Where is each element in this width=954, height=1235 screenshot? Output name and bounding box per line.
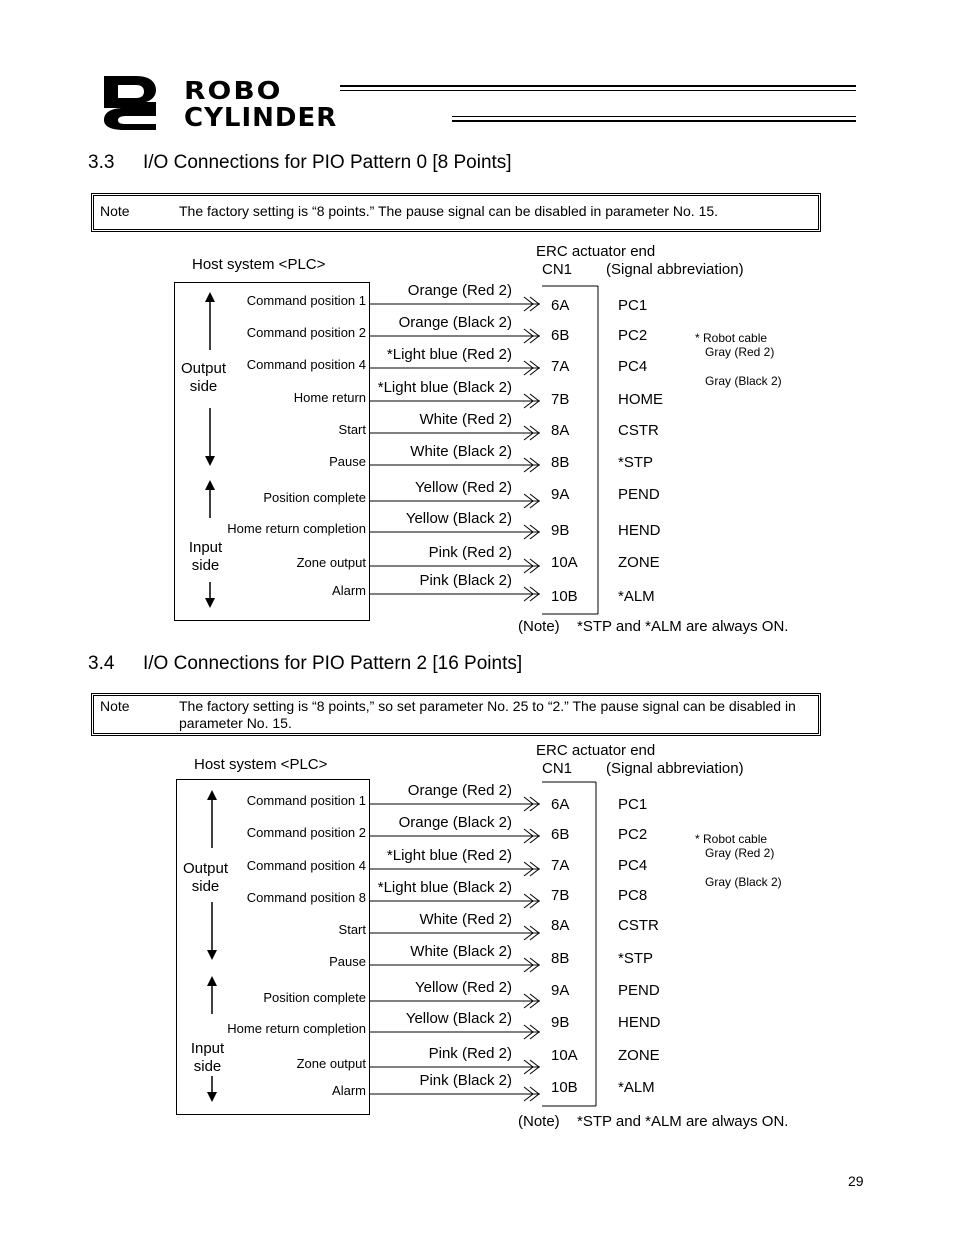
- pin-label: 8B: [551, 950, 570, 967]
- footnote-text: *STP and *ALM are always ON.: [577, 618, 789, 635]
- pin-label: 10A: [551, 554, 578, 571]
- footnote-label: (Note): [518, 1113, 560, 1130]
- section-number: 3.4: [88, 653, 115, 674]
- wire-color-label: White (Black 2): [410, 443, 512, 460]
- wire-color-label: Pink (Black 2): [419, 572, 512, 589]
- signal-label: Zone output: [296, 555, 366, 570]
- signal-label: Position complete: [263, 490, 366, 505]
- robot-cable-note: * Robot cable: [695, 832, 768, 846]
- signal-label: Command position 8: [246, 890, 366, 905]
- erc-actuator-label: ERC actuator end: [536, 243, 656, 260]
- input-side-label: Input side: [190, 1040, 225, 1075]
- pin-label: 9A: [551, 982, 570, 999]
- signal-abbreviation: *ALM: [618, 1079, 655, 1096]
- pin-label: 7A: [551, 358, 570, 375]
- pin-label: 8A: [551, 917, 570, 934]
- pin-label: 8A: [551, 422, 570, 439]
- page-number: 29: [848, 1173, 864, 1189]
- wire-color-label: *Light blue (Red 2): [386, 847, 512, 864]
- signal-abbreviation: PC1: [618, 796, 648, 813]
- signal-abbreviation: PC2: [618, 826, 648, 843]
- signal-abbreviation: PC2: [618, 327, 648, 344]
- wire-color-label: Yellow (Black 2): [405, 1010, 512, 1027]
- pin-label: 6A: [551, 297, 570, 314]
- note-text: The factory setting is “8 points,” so set parameter No. 25 to “2.” The pause signal can be disabled in parameter No. 15.: [179, 698, 796, 731]
- pin-label: 7B: [551, 887, 570, 904]
- signal-label: Start: [338, 922, 366, 937]
- wire-color-label: *Light blue (Black 2): [377, 379, 512, 396]
- signal-abbreviation: PEND: [618, 982, 660, 999]
- robot-cable-gray-black: Gray (Black 2): [705, 374, 782, 388]
- pin-label: 10A: [551, 1047, 578, 1064]
- signal-abbreviation: PC8: [618, 887, 648, 904]
- output-side-label: Output side: [182, 860, 229, 895]
- signal-label: Command position 2: [246, 325, 366, 340]
- wire-color-label: Yellow (Red 2): [415, 979, 512, 996]
- signal-abbreviation: PC1: [618, 297, 648, 314]
- signal-abbreviation-header: (Signal abbreviation): [606, 261, 744, 278]
- wire-color-label: Yellow (Black 2): [405, 510, 512, 527]
- robot-cable-note: * Robot cable: [695, 331, 768, 345]
- signal-abbreviation: *ALM: [618, 588, 655, 605]
- pin-label: 7A: [551, 857, 570, 874]
- signal-label: Home return completion: [227, 521, 366, 536]
- signal-label: Zone output: [296, 1056, 366, 1071]
- pin-label: 9B: [551, 1014, 570, 1031]
- wire-color-label: Yellow (Red 2): [415, 479, 512, 496]
- pin-label: 10B: [551, 1079, 578, 1096]
- logo-line2: CYLINDER: [184, 103, 338, 132]
- signal-label: Command position 1: [246, 793, 366, 808]
- signal-label: Command position 2: [246, 825, 366, 840]
- signal-label: Home return: [293, 390, 366, 405]
- section-title: I/O Connections for PIO Pattern 0 [8 Points]: [143, 152, 512, 173]
- wire-color-label: White (Black 2): [410, 943, 512, 960]
- signal-label: Start: [338, 422, 366, 437]
- wire-color-label: White (Red 2): [419, 411, 512, 428]
- robot-cable-gray-black: Gray (Black 2): [705, 875, 782, 889]
- pin-label: 9A: [551, 486, 570, 503]
- signal-label: Command position 4: [246, 357, 366, 372]
- signal-abbreviation: CSTR: [618, 917, 659, 934]
- host-system-label: Host system <PLC>: [192, 256, 326, 273]
- section-title: I/O Connections for PIO Pattern 2 [16 Points]: [143, 653, 523, 674]
- wire-color-label: Pink (Black 2): [419, 1072, 512, 1089]
- signal-label: Alarm: [332, 1083, 366, 1098]
- input-side-label: Input side: [188, 539, 223, 574]
- output-side-label: Output side: [180, 360, 227, 395]
- wire-color-label: Orange (Black 2): [398, 814, 512, 831]
- output-side-arrow: [207, 790, 217, 960]
- pin-label: 6A: [551, 796, 570, 813]
- signal-abbreviation: *STP: [618, 950, 654, 967]
- signal-abbreviation: ZONE: [618, 1047, 660, 1064]
- signal-abbreviation-header: (Signal abbreviation): [606, 760, 744, 777]
- signal-abbreviation: *STP: [618, 454, 654, 471]
- wire-color-label: *Light blue (Red 2): [386, 346, 512, 363]
- note-label: Note: [100, 698, 130, 714]
- signal-label: Position complete: [263, 990, 366, 1005]
- cn1-label: CN1: [542, 760, 573, 777]
- signal-abbreviation: PEND: [618, 486, 660, 503]
- robot-cable-gray-red: Gray (Red 2): [705, 846, 775, 860]
- note-label: Note: [100, 203, 130, 219]
- signal-abbreviation: CSTR: [618, 422, 659, 439]
- signal-abbreviation: PC4: [618, 857, 648, 874]
- note-text: The factory setting is “8 points.” The pause signal can be disabled in parameter No. 15.: [179, 203, 719, 219]
- pin-label: 6B: [551, 826, 570, 843]
- signal-abbreviation: PC4: [618, 358, 648, 375]
- pin-label: 10B: [551, 588, 578, 605]
- signal-label: Command position 4: [246, 858, 366, 873]
- signal-label: Alarm: [332, 583, 366, 598]
- footnote-label: (Note): [518, 618, 560, 635]
- footnote-text: *STP and *ALM are always ON.: [577, 1113, 789, 1130]
- erc-actuator-label: ERC actuator end: [536, 742, 656, 759]
- logo-line1: ROBO: [184, 76, 283, 106]
- cn1-label: CN1: [542, 261, 573, 278]
- pin-label: 9B: [551, 522, 570, 539]
- host-system-label: Host system <PLC>: [194, 756, 328, 773]
- input-side-arrow: [207, 976, 217, 1102]
- signal-label: Pause: [329, 454, 366, 469]
- signal-label: Command position 1: [246, 293, 366, 308]
- wire-color-label: White (Red 2): [419, 911, 512, 928]
- robot-cable-gray-red: Gray (Red 2): [705, 345, 775, 359]
- wire-color-label: Pink (Red 2): [428, 1045, 512, 1062]
- signal-label: Home return completion: [227, 1021, 366, 1036]
- section-number: 3.3: [88, 152, 115, 173]
- wire-color-label: Pink (Red 2): [428, 544, 512, 561]
- signal-abbreviation: HEND: [618, 522, 661, 539]
- pin-label: 7B: [551, 391, 570, 408]
- signal-abbreviation: ZONE: [618, 554, 660, 571]
- pin-label: 8B: [551, 454, 570, 471]
- signal-abbreviation: HOME: [618, 391, 663, 408]
- signal-label: Pause: [329, 954, 366, 969]
- wire-color-label: Orange (Red 2): [407, 782, 512, 799]
- wire-color-label: *Light blue (Black 2): [377, 879, 512, 896]
- wire-color-label: Orange (Black 2): [398, 314, 512, 331]
- wire-color-label: Orange (Red 2): [407, 282, 512, 299]
- pin-label: 6B: [551, 327, 570, 344]
- signal-abbreviation: HEND: [618, 1014, 661, 1031]
